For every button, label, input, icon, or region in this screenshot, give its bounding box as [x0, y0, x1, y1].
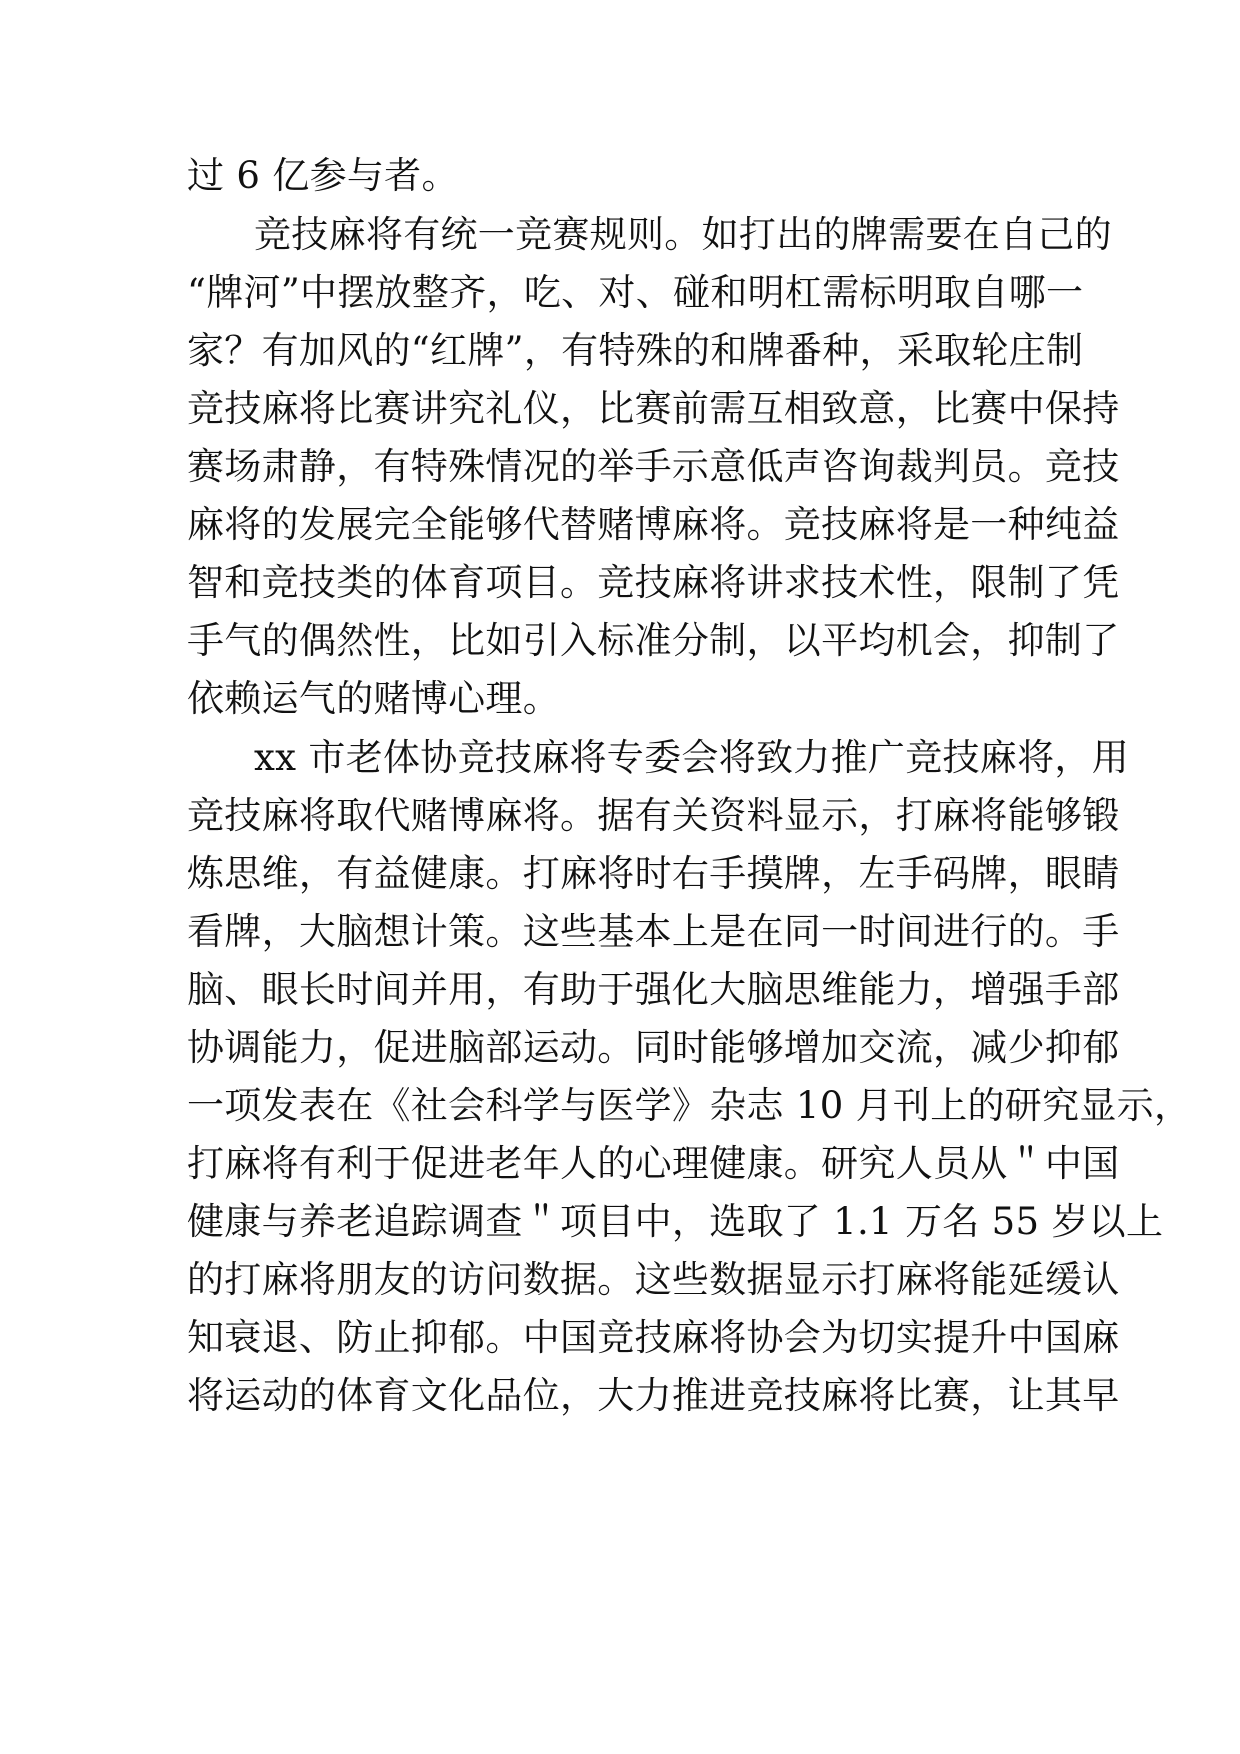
text-line: 知衰退、防止抑郁。中国竞技麻将协会为切实提升中国麻	[187, 1316, 1120, 1359]
text-line: 脑、眼长时间并用，有助于强化大脑思维能力，增强手部	[187, 968, 1120, 1011]
text-line: 协调能力，促进脑部运动。同时能够增加交流，减少抑郁	[187, 1026, 1120, 1069]
text-line: 麻将的发展完全能够代替赌博麻将。竞技麻将是一种纯益	[187, 503, 1120, 546]
text-line: 智和竞技类的体育项目。竞技麻将讲求技术性，限制了凭	[187, 561, 1120, 604]
text-line: 炼思维，有益健康。打麻将时右手摸牌，左手码牌，眼睛	[187, 852, 1120, 895]
text-line: 一项发表在《社会科学与医学》杂志 10 月刊上的研究显示，	[187, 1084, 1192, 1127]
text-line: 竞技麻将比赛讲究礼仪，比赛前需互相致意，比赛中保持	[187, 387, 1120, 430]
text-line: 看牌，大脑想计策。这些基本上是在同一时间进行的。手	[187, 910, 1120, 953]
text-line: 将运动的体育文化品位，大力推进竞技麻将比赛，让其早	[187, 1374, 1120, 1417]
text-line: 健康与养老追踪调查＂项目中，选取了 1.1 万名 55 岁以上	[187, 1200, 1164, 1243]
text-line: 家？有加风的“红牌”，有特殊的和牌番种，采取轮庄制	[187, 329, 1084, 372]
text-line: 赛场肃静，有特殊情况的举手示意低声咨询裁判员。竞技	[187, 445, 1120, 488]
text-line: 过 6 亿参与者。	[187, 154, 459, 197]
text-line: 竞技麻将有统一竞赛规则。如打出的牌需要在自己的	[254, 213, 1112, 256]
text-line: 竞技麻将取代赌博麻将。据有关资料显示，打麻将能够锻	[187, 794, 1120, 837]
text-line: 打麻将有利于促进老年人的心理健康。研究人员从＂中国	[187, 1142, 1120, 1185]
text-line: 手气的偶然性，比如引入标准分制，以平均机会，抑制了	[187, 619, 1120, 662]
text-line: 的打麻将朋友的访问数据。这些数据显示打麻将能延缓认	[187, 1258, 1120, 1301]
text-line: xx 市老体协竞技麻将专委会将致力推广竞技麻将，用	[254, 736, 1129, 779]
text-line: 依赖运气的赌博心理。	[187, 677, 560, 720]
text-line: “牌河”中摆放整齐，吃、对、碰和明杠需标明取自哪一	[187, 271, 1084, 314]
